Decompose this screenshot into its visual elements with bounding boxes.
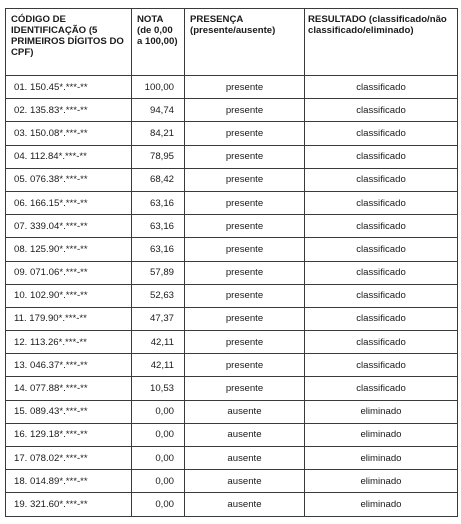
- cell-nota: 57,89: [132, 261, 185, 284]
- table-row: [6, 99, 458, 122]
- table-row: [6, 400, 458, 423]
- table-row: [6, 145, 458, 168]
- cell-nota: 94,74: [132, 99, 185, 122]
- cell-codigo: 12. 113.26*.***-**: [6, 331, 132, 354]
- cell-presenca: presente: [185, 76, 305, 99]
- cell-nota: 42,11: [132, 331, 185, 354]
- cell-presenca: presente: [185, 261, 305, 284]
- cell-nota: 0,00: [132, 447, 185, 470]
- cell-resultado: classificado: [305, 284, 458, 307]
- cell-nota: 63,16: [132, 238, 185, 261]
- cell-resultado: classificado: [305, 354, 458, 377]
- table-body: [6, 76, 458, 517]
- cell-presenca: ausente: [185, 400, 305, 423]
- cell-codigo: 15. 089.43*.***-**: [6, 400, 132, 423]
- cell-resultado: classificado: [305, 331, 458, 354]
- cell-resultado: eliminado: [305, 423, 458, 446]
- header-codigo: CÓDIGO DE IDENTIFICAÇÃO (5 PRIMEIROS DÍGITOS DO CPF): [6, 9, 132, 76]
- table-row: [6, 284, 458, 307]
- cell-resultado: classificado: [305, 377, 458, 400]
- cell-presenca: presente: [185, 215, 305, 238]
- table-row: [6, 423, 458, 446]
- table-row: [6, 238, 458, 261]
- cell-nota: 52,63: [132, 284, 185, 307]
- cell-nota: 100,00: [132, 76, 185, 99]
- cell-presenca: presente: [185, 99, 305, 122]
- cell-codigo: 16. 129.18*.***-**: [6, 423, 132, 446]
- table-header-row: [6, 9, 458, 76]
- cell-nota: 0,00: [132, 470, 185, 493]
- cell-resultado: eliminado: [305, 493, 458, 516]
- cell-resultado: classificado: [305, 122, 458, 145]
- cell-codigo: 19. 321.60*.***-**: [6, 493, 132, 516]
- table-row: [6, 307, 458, 330]
- table-row: [6, 377, 458, 400]
- cell-resultado: classificado: [305, 261, 458, 284]
- cell-nota: 0,00: [132, 493, 185, 516]
- cell-resultado: classificado: [305, 76, 458, 99]
- cell-codigo: 02. 135.83*.***-**: [6, 99, 132, 122]
- cell-presenca: presente: [185, 145, 305, 168]
- cell-presenca: presente: [185, 191, 305, 214]
- table-row: [6, 122, 458, 145]
- cell-nota: 63,16: [132, 215, 185, 238]
- table-row: [6, 470, 458, 493]
- cell-codigo: 05. 076.38*.***-**: [6, 168, 132, 191]
- cell-nota: 10,53: [132, 377, 185, 400]
- cell-nota: 78,95: [132, 145, 185, 168]
- cell-codigo: 01. 150.45*.***-**: [6, 76, 132, 99]
- cell-codigo: 07. 339.04*.***-**: [6, 215, 132, 238]
- cell-codigo: 11. 179.90*.***-**: [6, 307, 132, 330]
- cell-resultado: classificado: [305, 99, 458, 122]
- cell-nota: 84,21: [132, 122, 185, 145]
- cell-codigo: 10. 102.90*.***-**: [6, 284, 132, 307]
- header-nota: NOTA (de 0,00 a 100,00): [132, 9, 185, 76]
- table-row: [6, 215, 458, 238]
- cell-codigo: 14. 077.88*.***-**: [6, 377, 132, 400]
- cell-nota: 63,16: [132, 191, 185, 214]
- cell-codigo: 08. 125.90*.***-**: [6, 238, 132, 261]
- table-row: [6, 261, 458, 284]
- cell-resultado: classificado: [305, 191, 458, 214]
- header-presenca: PRESENÇA (presente/ausente): [185, 9, 305, 76]
- cell-codigo: 03. 150.08*.***-**: [6, 122, 132, 145]
- cell-presenca: ausente: [185, 470, 305, 493]
- table-row: [6, 168, 458, 191]
- cell-presenca: presente: [185, 354, 305, 377]
- cell-resultado: classificado: [305, 145, 458, 168]
- cell-codigo: 13. 046.37*.***-**: [6, 354, 132, 377]
- cell-presenca: presente: [185, 331, 305, 354]
- cell-codigo: 09. 071.06*.***-**: [6, 261, 132, 284]
- cell-presenca: ausente: [185, 493, 305, 516]
- cell-presenca: presente: [185, 377, 305, 400]
- cell-nota: 68,42: [132, 168, 185, 191]
- cell-nota: 0,00: [132, 423, 185, 446]
- cell-resultado: eliminado: [305, 470, 458, 493]
- cell-presenca: presente: [185, 307, 305, 330]
- cell-nota: 0,00: [132, 400, 185, 423]
- table-row: [6, 354, 458, 377]
- cell-resultado: eliminado: [305, 447, 458, 470]
- table-row: [6, 447, 458, 470]
- cell-codigo: 17. 078.02*.***-**: [6, 447, 132, 470]
- cell-presenca: presente: [185, 168, 305, 191]
- table-row: [6, 331, 458, 354]
- cell-presenca: presente: [185, 284, 305, 307]
- header-resultado: RESULTADO (classificado/não classificado/eliminado): [305, 9, 458, 76]
- cell-resultado: classificado: [305, 215, 458, 238]
- table-row: [6, 493, 458, 516]
- table-row: [6, 191, 458, 214]
- cell-presenca: presente: [185, 122, 305, 145]
- cell-nota: 47,37: [132, 307, 185, 330]
- table-row: [6, 76, 458, 99]
- cell-codigo: 04. 112.84*.***-**: [6, 145, 132, 168]
- cell-codigo: 18. 014.89*.***-**: [6, 470, 132, 493]
- results-table: [5, 8, 458, 517]
- cell-codigo: 06. 166.15*.***-**: [6, 191, 132, 214]
- cell-presenca: ausente: [185, 447, 305, 470]
- cell-presenca: presente: [185, 238, 305, 261]
- cell-resultado: classificado: [305, 238, 458, 261]
- cell-resultado: classificado: [305, 307, 458, 330]
- cell-presenca: ausente: [185, 423, 305, 446]
- cell-resultado: classificado: [305, 168, 458, 191]
- cell-resultado: eliminado: [305, 400, 458, 423]
- cell-nota: 42,11: [132, 354, 185, 377]
